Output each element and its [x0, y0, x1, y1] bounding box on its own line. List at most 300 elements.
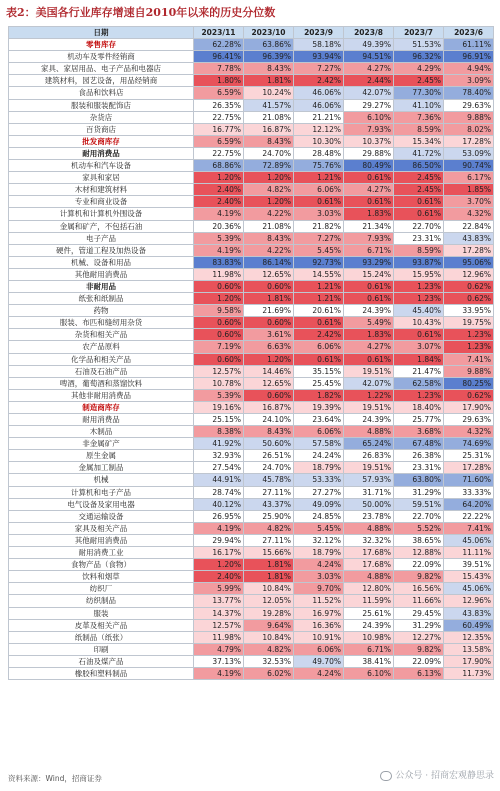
row-label: 零售库存: [9, 39, 194, 51]
percentile-cell: 12.65%: [244, 377, 294, 389]
table-row: [9, 147, 494, 159]
percentile-cell: 27.27%: [294, 486, 344, 498]
table-row: [9, 655, 494, 667]
percentile-cell: 93.87%: [394, 256, 444, 268]
table-row: [9, 522, 494, 534]
percentile-cell: 12.80%: [344, 583, 394, 595]
percentile-cell: 16.56%: [394, 583, 444, 595]
percentile-cell: 8.38%: [194, 426, 244, 438]
percentile-cell: 25.15%: [194, 414, 244, 426]
percentile-cell: 11.73%: [444, 667, 494, 679]
percentile-cell: 1.21%: [294, 280, 344, 292]
row-label: 非金属矿产: [9, 438, 194, 450]
column-header: 2023/7: [394, 27, 444, 39]
table-row: [9, 135, 494, 147]
wechat-icon: [380, 771, 392, 781]
percentile-cell: 1.20%: [244, 353, 294, 365]
percentile-cell: 22.75%: [194, 111, 244, 123]
percentile-cell: 77.30%: [394, 87, 444, 99]
table-row: [9, 643, 494, 655]
percentile-cell: 22.75%: [194, 147, 244, 159]
percentile-cell: 13.58%: [444, 643, 494, 655]
percentile-cell: 61.11%: [444, 39, 494, 51]
source-note: 资料来源：Wind，招商证券: [8, 774, 102, 783]
row-label: 杂货店: [9, 111, 194, 123]
percentile-cell: 1.20%: [244, 172, 294, 184]
percentile-cell: 24.24%: [294, 450, 344, 462]
percentile-cell: 44.91%: [194, 474, 244, 486]
table-row: [9, 268, 494, 280]
percentile-cell: 49.09%: [294, 498, 344, 510]
percentile-cell: 25.90%: [244, 510, 294, 522]
table-row: [9, 196, 494, 208]
percentile-cell: 23.78%: [344, 510, 394, 522]
column-header: 2023/6: [444, 27, 494, 39]
percentile-cell: 31.29%: [394, 619, 444, 631]
percentile-cell: 10.24%: [244, 87, 294, 99]
percentile-cell: 2.45%: [394, 184, 444, 196]
percentile-cell: 1.20%: [194, 293, 244, 305]
row-label: 食品和饮料店: [9, 87, 194, 99]
row-label: 服装: [9, 607, 194, 619]
row-label: 橡胶和塑料制品: [9, 667, 194, 679]
percentile-cell: 16.97%: [294, 607, 344, 619]
row-label: 纺织厂: [9, 583, 194, 595]
percentile-cell: 1.21%: [294, 172, 344, 184]
row-label: 石油及石油产品: [9, 365, 194, 377]
table-row: [9, 498, 494, 510]
table-row: [9, 534, 494, 546]
percentile-cell: 11.11%: [444, 547, 494, 559]
percentile-cell: 16.87%: [244, 401, 294, 413]
percentile-cell: 16.36%: [294, 619, 344, 631]
percentile-cell: 6.71%: [344, 244, 394, 256]
percentile-cell: 12.12%: [294, 123, 344, 135]
percentile-cell: 11.98%: [194, 268, 244, 280]
percentile-cell: 1.83%: [344, 329, 394, 341]
percentile-cell: 15.43%: [444, 571, 494, 583]
percentile-cell: 11.98%: [194, 631, 244, 643]
percentile-cell: 0.60%: [244, 280, 294, 292]
row-label: 原生金属: [9, 450, 194, 462]
percentile-cell: 12.57%: [194, 365, 244, 377]
percentile-cell: 0.61%: [344, 196, 394, 208]
percentile-cell: 9.58%: [194, 305, 244, 317]
percentile-cell: 0.61%: [394, 329, 444, 341]
percentile-cell: 8.43%: [244, 63, 294, 75]
percentile-cell: 78.40%: [444, 87, 494, 99]
row-label: 机械、设备和用品: [9, 256, 194, 268]
table-row: [9, 256, 494, 268]
table-row: [9, 607, 494, 619]
row-label: 计算机和电子产品: [9, 486, 194, 498]
percentile-cell: 17.90%: [444, 401, 494, 413]
percentile-cell: 38.65%: [394, 534, 444, 546]
percentile-cell: 4.29%: [394, 63, 444, 75]
table-row: [9, 232, 494, 244]
percentile-table: [8, 26, 494, 680]
table-row: [9, 619, 494, 631]
percentile-cell: 1.85%: [444, 184, 494, 196]
percentile-cell: 3.68%: [394, 426, 444, 438]
percentile-cell: 33.33%: [444, 486, 494, 498]
percentile-cell: 7.36%: [394, 111, 444, 123]
row-label: 机动车及零件经销商: [9, 51, 194, 63]
row-label: 百货商店: [9, 123, 194, 135]
percentile-cell: 2.44%: [344, 75, 394, 87]
percentile-cell: 1.23%: [394, 293, 444, 305]
percentile-cell: 21.82%: [294, 220, 344, 232]
percentile-cell: 63.86%: [244, 39, 294, 51]
percentile-cell: 17.90%: [444, 655, 494, 667]
table-row: [9, 244, 494, 256]
percentile-cell: 31.71%: [344, 486, 394, 498]
percentile-cell: 9.88%: [444, 365, 494, 377]
percentile-cell: 19.28%: [244, 607, 294, 619]
percentile-cell: 15.34%: [394, 135, 444, 147]
percentile-cell: 29.63%: [444, 414, 494, 426]
percentile-cell: 43.83%: [444, 232, 494, 244]
percentile-cell: 64.20%: [444, 498, 494, 510]
table-row: [9, 184, 494, 196]
percentile-cell: 5.52%: [394, 522, 444, 534]
table-row: [9, 365, 494, 377]
percentile-cell: 65.24%: [344, 438, 394, 450]
table-row: [9, 426, 494, 438]
percentile-cell: 14.37%: [194, 607, 244, 619]
percentile-cell: 4.32%: [444, 208, 494, 220]
percentile-cell: 93.94%: [294, 51, 344, 63]
column-header: 2023/8: [344, 27, 394, 39]
percentile-cell: 13.77%: [194, 595, 244, 607]
percentile-cell: 6.06%: [294, 426, 344, 438]
percentile-cell: 1.21%: [294, 293, 344, 305]
percentile-cell: 1.20%: [244, 196, 294, 208]
percentile-cell: 0.61%: [344, 280, 394, 292]
percentile-cell: 1.80%: [194, 75, 244, 87]
percentile-cell: 3.03%: [294, 571, 344, 583]
percentile-cell: 1.20%: [194, 559, 244, 571]
header-row: [9, 27, 494, 39]
percentile-cell: 17.28%: [444, 244, 494, 256]
row-label: 纸张和纸制品: [9, 293, 194, 305]
percentile-cell: 32.12%: [294, 534, 344, 546]
percentile-cell: 22.70%: [394, 510, 444, 522]
percentile-cell: 1.23%: [394, 280, 444, 292]
percentile-cell: 22.84%: [444, 220, 494, 232]
row-label: 金属加工制品: [9, 462, 194, 474]
percentile-cell: 21.47%: [394, 365, 444, 377]
percentile-cell: 2.42%: [294, 329, 344, 341]
percentile-cell: 6.59%: [194, 87, 244, 99]
percentile-cell: 8.43%: [244, 232, 294, 244]
percentile-cell: 4.27%: [344, 63, 394, 75]
row-label: 皮革及相关产品: [9, 619, 194, 631]
percentile-cell: 80.49%: [344, 160, 394, 172]
row-label: 计算机和计算机外围设备: [9, 208, 194, 220]
percentile-cell: 0.60%: [244, 317, 294, 329]
percentile-cell: 18.79%: [294, 547, 344, 559]
percentile-cell: 93.29%: [344, 256, 394, 268]
percentile-cell: 17.68%: [344, 547, 394, 559]
percentile-cell: 3.61%: [244, 329, 294, 341]
percentile-cell: 7.93%: [344, 123, 394, 135]
row-label: 非耐用品: [9, 280, 194, 292]
percentile-cell: 9.88%: [444, 111, 494, 123]
percentile-cell: 4.19%: [194, 667, 244, 679]
percentile-cell: 41.92%: [194, 438, 244, 450]
percentile-cell: 19.39%: [294, 401, 344, 413]
percentile-cell: 11.59%: [344, 595, 394, 607]
table-row: [9, 595, 494, 607]
percentile-cell: 10.84%: [244, 583, 294, 595]
percentile-cell: 7.27%: [294, 232, 344, 244]
percentile-cell: 5.45%: [294, 522, 344, 534]
percentile-cell: 41.10%: [394, 99, 444, 111]
percentile-cell: 25.77%: [394, 414, 444, 426]
table-row: [9, 75, 494, 87]
percentile-cell: 50.00%: [344, 498, 394, 510]
row-label: 杂货和相关产品: [9, 329, 194, 341]
row-label: 家具、家居用品、电子产品和电器店: [9, 63, 194, 75]
percentile-cell: 42.07%: [344, 377, 394, 389]
table-row: [9, 389, 494, 401]
percentile-cell: 39.51%: [444, 559, 494, 571]
percentile-cell: 25.31%: [444, 450, 494, 462]
row-label: 机动车和汽车设备: [9, 160, 194, 172]
percentile-cell: 45.06%: [444, 583, 494, 595]
percentile-cell: 12.05%: [244, 595, 294, 607]
percentile-cell: 21.69%: [244, 305, 294, 317]
percentile-cell: 28.48%: [294, 147, 344, 159]
percentile-cell: 5.39%: [194, 232, 244, 244]
percentile-cell: 29.63%: [444, 99, 494, 111]
percentile-cell: 4.94%: [444, 63, 494, 75]
percentile-cell: 0.61%: [344, 353, 394, 365]
percentile-cell: 86.50%: [394, 160, 444, 172]
percentile-cell: 7.78%: [194, 63, 244, 75]
percentile-cell: 11.66%: [394, 595, 444, 607]
row-label: 家具及相关产品: [9, 522, 194, 534]
row-label: 交通运输设备: [9, 510, 194, 522]
percentile-cell: 67.48%: [394, 438, 444, 450]
percentile-cell: 32.93%: [194, 450, 244, 462]
percentile-cell: 4.88%: [344, 426, 394, 438]
percentile-cell: 12.65%: [244, 268, 294, 280]
percentile-cell: 51.53%: [394, 39, 444, 51]
percentile-cell: 29.94%: [194, 534, 244, 546]
row-label: 耐用消费工业: [9, 547, 194, 559]
percentile-cell: 29.45%: [394, 607, 444, 619]
percentile-cell: 24.70%: [244, 462, 294, 474]
percentile-cell: 16.87%: [244, 123, 294, 135]
percentile-cell: 4.22%: [244, 208, 294, 220]
percentile-cell: 1.81%: [244, 559, 294, 571]
percentile-cell: 32.32%: [344, 534, 394, 546]
watermark: [380, 768, 494, 781]
percentile-cell: 3.70%: [444, 196, 494, 208]
percentile-cell: 94.51%: [344, 51, 394, 63]
percentile-cell: 8.43%: [244, 426, 294, 438]
row-label: 印刷: [9, 643, 194, 655]
row-label: 耐用消费品: [9, 414, 194, 426]
percentile-cell: 26.51%: [244, 450, 294, 462]
percentile-cell: 8.43%: [244, 135, 294, 147]
watermark-text: 公众号 · 招商宏观静思录: [395, 771, 494, 781]
percentile-cell: 0.60%: [194, 329, 244, 341]
column-header: 2023/10: [244, 27, 294, 39]
percentile-cell: 2.40%: [194, 571, 244, 583]
percentile-cell: 95.06%: [444, 256, 494, 268]
percentile-cell: 3.09%: [444, 75, 494, 87]
table-row: [9, 220, 494, 232]
percentile-cell: 4.27%: [344, 184, 394, 196]
table-row: [9, 631, 494, 643]
percentile-cell: 7.41%: [444, 353, 494, 365]
table-row: [9, 99, 494, 111]
percentile-cell: 72.89%: [244, 160, 294, 172]
percentile-cell: 10.78%: [194, 377, 244, 389]
percentile-cell: 25.45%: [294, 377, 344, 389]
percentile-cell: 0.62%: [444, 280, 494, 292]
percentile-cell: 1.82%: [294, 389, 344, 401]
percentile-cell: 7.93%: [344, 232, 394, 244]
percentile-cell: 4.19%: [194, 244, 244, 256]
row-label: 家具和家居: [9, 172, 194, 184]
table-row: [9, 51, 494, 63]
table-row: [9, 160, 494, 172]
percentile-cell: 2.40%: [194, 196, 244, 208]
percentile-cell: 6.71%: [344, 643, 394, 655]
row-label: 电气设备及家用电器: [9, 498, 194, 510]
percentile-cell: 5.39%: [194, 389, 244, 401]
percentile-cell: 26.35%: [194, 99, 244, 111]
percentile-cell: 24.85%: [294, 510, 344, 522]
table-row: [9, 39, 494, 51]
row-label: 啤酒，葡萄酒和蒸馏饮料: [9, 377, 194, 389]
table-row: [9, 438, 494, 450]
percentile-cell: 12.35%: [444, 631, 494, 643]
percentile-cell: 6.10%: [344, 667, 394, 679]
percentile-cell: 19.16%: [194, 401, 244, 413]
percentile-cell: 10.91%: [294, 631, 344, 643]
percentile-cell: 12.88%: [394, 547, 444, 559]
table-row: [9, 510, 494, 522]
percentile-cell: 21.21%: [294, 111, 344, 123]
table-row: [9, 462, 494, 474]
row-label: 金属和矿产，不包括石油: [9, 220, 194, 232]
percentile-cell: 71.60%: [444, 474, 494, 486]
percentile-cell: 49.70%: [294, 655, 344, 667]
row-label: 饮料和烟草: [9, 571, 194, 583]
row-label: 药物: [9, 305, 194, 317]
percentile-cell: 15.24%: [344, 268, 394, 280]
percentile-cell: 4.19%: [194, 522, 244, 534]
percentile-cell: 31.29%: [394, 486, 444, 498]
percentile-cell: 4.88%: [344, 522, 394, 534]
percentile-cell: 4.88%: [344, 571, 394, 583]
percentile-cell: 2.45%: [394, 75, 444, 87]
percentile-cell: 46.06%: [294, 99, 344, 111]
percentile-cell: 0.61%: [344, 172, 394, 184]
percentile-cell: 74.69%: [444, 438, 494, 450]
percentile-cell: 26.95%: [194, 510, 244, 522]
table-row: [9, 559, 494, 571]
percentile-cell: 4.19%: [194, 208, 244, 220]
percentile-cell: 41.57%: [244, 99, 294, 111]
percentile-cell: 10.37%: [344, 135, 394, 147]
percentile-cell: 22.22%: [444, 510, 494, 522]
percentile-cell: 8.59%: [394, 123, 444, 135]
percentile-cell: 19.75%: [444, 317, 494, 329]
percentile-cell: 22.09%: [394, 559, 444, 571]
table-row: [9, 571, 494, 583]
row-label: 服装和服装配饰店: [9, 99, 194, 111]
percentile-cell: 96.91%: [444, 51, 494, 63]
percentile-cell: 0.61%: [344, 293, 394, 305]
table-row: [9, 280, 494, 292]
percentile-cell: 1.83%: [344, 208, 394, 220]
percentile-cell: 17.28%: [444, 462, 494, 474]
percentile-cell: 9.64%: [244, 619, 294, 631]
table-title: 表2：美国各行业库存增速自2010年以来的历史分位数: [6, 6, 276, 19]
table-row: [9, 293, 494, 305]
percentile-cell: 96.41%: [194, 51, 244, 63]
percentile-cell: 46.06%: [294, 87, 344, 99]
percentile-cell: 17.28%: [444, 135, 494, 147]
percentile-cell: 23.64%: [294, 414, 344, 426]
table-body: [9, 39, 494, 680]
table-row: [9, 172, 494, 184]
percentile-cell: 75.76%: [294, 160, 344, 172]
table-row: [9, 414, 494, 426]
percentile-cell: 96.32%: [394, 51, 444, 63]
percentile-cell: 1.84%: [394, 353, 444, 365]
percentile-cell: 3.07%: [394, 341, 444, 353]
percentile-cell: 6.17%: [444, 172, 494, 184]
percentile-cell: 12.57%: [194, 619, 244, 631]
percentile-cell: 22.70%: [394, 220, 444, 232]
percentile-cell: 21.08%: [244, 111, 294, 123]
percentile-cell: 5.49%: [344, 317, 394, 329]
percentile-cell: 7.41%: [444, 522, 494, 534]
percentile-cell: 27.11%: [244, 534, 294, 546]
percentile-cell: 0.60%: [244, 389, 294, 401]
percentile-cell: 21.34%: [344, 220, 394, 232]
percentile-cell: 1.81%: [244, 75, 294, 87]
percentile-cell: 25.61%: [344, 607, 394, 619]
percentile-cell: 5.45%: [294, 244, 344, 256]
percentile-cell: 15.66%: [244, 547, 294, 559]
percentile-cell: 62.28%: [194, 39, 244, 51]
percentile-cell: 60.49%: [444, 619, 494, 631]
percentile-cell: 27.11%: [244, 486, 294, 498]
table-row: [9, 63, 494, 75]
percentile-cell: 49.39%: [344, 39, 394, 51]
percentile-cell: 41.72%: [394, 147, 444, 159]
percentile-cell: 6.06%: [294, 341, 344, 353]
percentile-cell: 26.83%: [344, 450, 394, 462]
column-header: 2023/11: [194, 27, 244, 39]
percentile-cell: 37.13%: [194, 655, 244, 667]
percentile-cell: 1.23%: [394, 389, 444, 401]
percentile-cell: 4.24%: [294, 559, 344, 571]
percentile-cell: 16.77%: [194, 123, 244, 135]
row-label: 石油及煤产品: [9, 655, 194, 667]
percentile-cell: 0.61%: [294, 196, 344, 208]
percentile-cell: 18.40%: [394, 401, 444, 413]
percentile-cell: 10.30%: [294, 135, 344, 147]
